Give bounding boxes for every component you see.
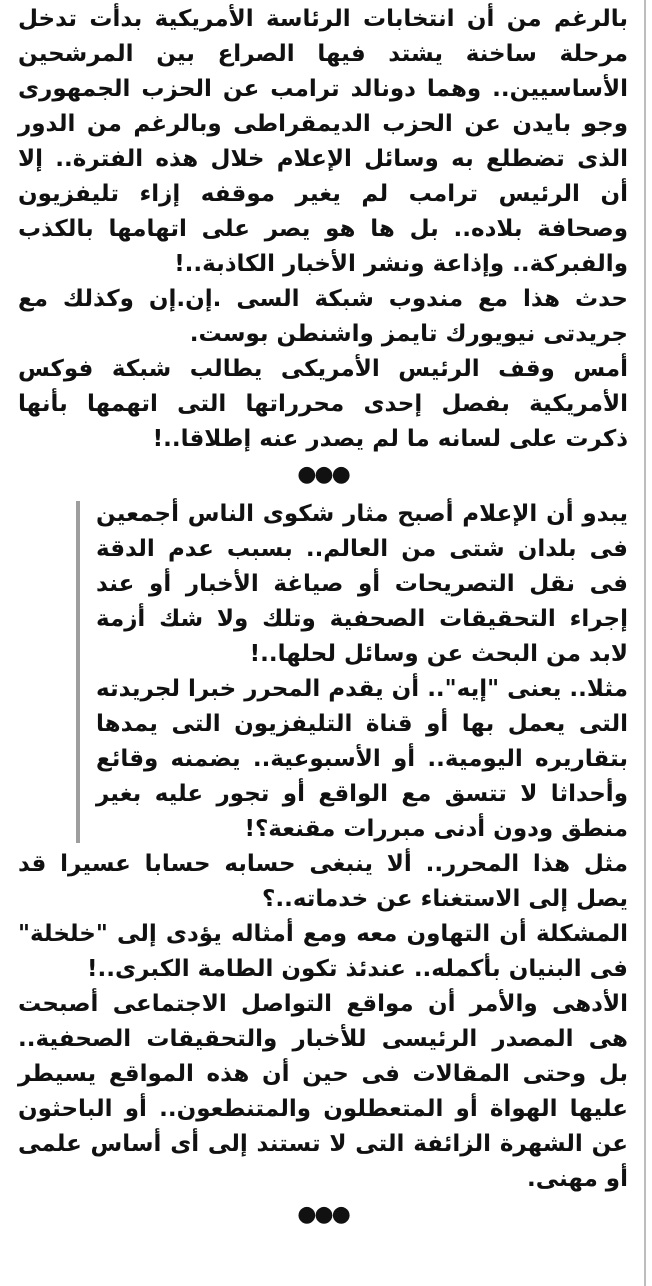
paragraph-cnn-incident: حدث هذا مع مندوب شبكة السى .إن.إن وكذلك مع جريدتى نيويورك تايمز واشنطن بوست. [18, 286, 628, 347]
highlighted-quote-block [96, 497, 628, 847]
paragraph-media-complaint: يبدو أن الإعلام أصبح مثار شكوى الناس أجمعين فى بلدان شتى من العالم.. بسبب عدم الدقة فى نقل التصريحات أو صياغة الأخبار أو عند إجراء التحقيقات الصحفية وتلك ولا شك أزمة لابد من البحث عن وسائل لحلها..! [96, 501, 628, 667]
paragraph-leniency-problem: المشكلة أن التهاون معه ومع أمثاله يؤدى إلى "خلخلة" فى البنيان بأكمله.. عندئذ تكون الطامة الكبرى..! [18, 921, 628, 982]
article-column [18, 2, 628, 1237]
paragraph-editor-example: مثلا.. يعنى "إيه".. أن يقدم المحرر خبرا لجريدته التى يعمل بها أو قناة التليفزيون التى يمدها بتقاريره اليومية.. أو الأسبوعية.. يضمنه وقائع وأحداثا لا تتسق مع الواقع أو تجور عليه بغير منطق ودون أدنى مبررات مقنعة؟! [96, 676, 628, 842]
quote-side-rule [76, 501, 80, 843]
section-separator-dots: ●●● [297, 462, 349, 487]
paragraph-editor-accountability: مثل هذا المحرر.. ألا ينبغى حسابه حسابا عسيرا قد يصل إلى الاستغناء عن خدماته..؟ [18, 851, 628, 912]
paragraph-election-intro: بالرغم من أن انتخابات الرئاسة الأمريكية بدأت تدخل مرحلة ساخنة يشتد فيها الصراع بين المرشحين الأساسيين.. وهما دونالد ترامب عن الحزب الجمهورى وجو بايدن عن الحزب الديمقراطى وبالرغم من الدور الذى تضطلع به وسائل الإعلام خلال هذه الفترة.. إلا أن الرئيس ترامب لم يغير موقفه إزاء تليفزيون وصحافة بلاده.. بل ها هو يصر على اتهامها بالكذب والفبركة.. وإذاعة ونشر الأخبار الكاذبة..! [18, 6, 628, 277]
section-separator-dots-bottom: ●●● [297, 1202, 349, 1227]
paragraph-fox-demand: أمس وقف الرئيس الأمريكى يطالب شبكة فوكس الأمريكية بفصل إحدى محرراتها التى اتهمها بأنها ذكرت على لسانه ما لم يصدر عنه إطلاقا..! [18, 356, 628, 452]
paragraph-social-media: الأدهى والأمر أن مواقع التواصل الاجتماعى أصبحت هى المصدر الرئيسى للأخبار والتحقيقات الصحفية.. بل وحتى المقالات فى حين أن هذه المواقع يسيطر عليها الهواة أو المتعطلون والمتنطعون.. أو الباحثون عن الشهرة الزائفة التى لا تستند إلى أى أساس علمى أو مهنى. [18, 991, 628, 1192]
column-divider-rule [644, 0, 646, 1286]
